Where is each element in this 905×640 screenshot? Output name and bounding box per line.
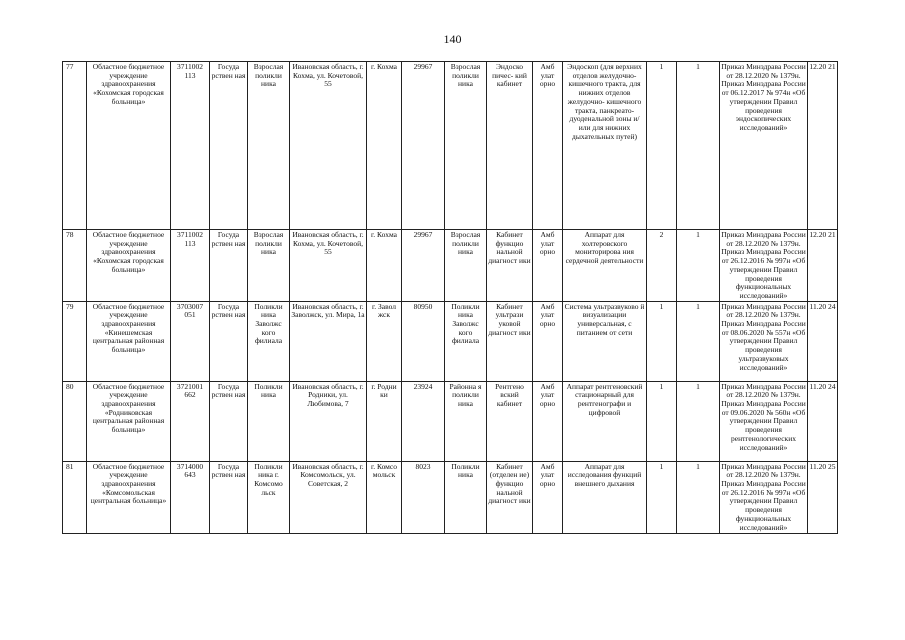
equipment-table (62, 61, 838, 534)
basis-cell: Приказ Минздрава России от 28.12.2020 № 1379н. Приказ Минздрава России от 06.12.2017 № 974н «Об утверждении Правил проведения эндоскопических исследований» (720, 62, 808, 230)
index-cell: 80950 (402, 301, 445, 381)
department-cell: Взрослая поликли ника (248, 230, 290, 302)
equipment-cell: Аппарат рентгеновский стационарный для рентгенографи и цифровой (563, 381, 647, 461)
care-type-cell: Амб улат орно (533, 301, 563, 381)
care-type-cell: Амб улат орно (533, 461, 563, 533)
code-cell: 3711002 113 (171, 230, 210, 302)
row-number: 79 (63, 301, 87, 381)
ownership-cell: Госуда рствен ная (210, 461, 248, 533)
table-row (63, 381, 838, 461)
city-cell: г. Кохма (367, 230, 402, 302)
unit-cell: Районна я поликли ника (445, 381, 487, 461)
quantity-cell: 1 (677, 461, 720, 533)
quantity-cell: 1 (677, 381, 720, 461)
code-cell: 3714000 643 (171, 461, 210, 533)
basis-cell: Приказ Минздрава России от 28.12.2020 № 1379н. Приказ Минздрава России от 08.06.2020 № 557н «Об утверждении Правил проведения ультразвуковых исследований» (720, 301, 808, 381)
department-cell: Поликли ника (248, 381, 290, 461)
code-cell: 3721001 662 (171, 381, 210, 461)
row-number: 77 (63, 62, 87, 230)
row-number: 80 (63, 381, 87, 461)
quantity-cell: 1 (677, 301, 720, 381)
care-type-cell: Амб улат орно (533, 230, 563, 302)
address-cell: Ивановская область, г. Комсомольск, ул. Советская, 2 (290, 461, 367, 533)
organization-cell: Областное бюджетное учреждение здравоохранения «Кохомская городская больница» (87, 62, 171, 230)
row-number: 81 (63, 461, 87, 533)
department-cell: Поликли ника Заволжс кого филиала (248, 301, 290, 381)
date-cell: 11.20 25 (808, 461, 838, 533)
index-cell: 23924 (402, 381, 445, 461)
quantity-cell: 2 (647, 230, 677, 302)
basis-cell: Приказ Минздрава России от 28.12.2020 № 1379н. Приказ Минздрава России от 09.06.2020 № 560н «Об утверждении Правил проведения рентгенологических исследований» (720, 381, 808, 461)
quantity-cell: 1 (677, 230, 720, 302)
unit-cell: Поликли ника (445, 461, 487, 533)
department-cell: Поликли ника г. Комсомо льск (248, 461, 290, 533)
equipment-cell: Аппарат для исследования функций внешнего дыхания (563, 461, 647, 533)
date-cell: 11.20 24 (808, 301, 838, 381)
quantity-cell: 1 (677, 62, 720, 230)
table-row (63, 62, 838, 230)
index-cell: 29967 (402, 230, 445, 302)
quantity-cell: 1 (647, 301, 677, 381)
unit-cell: Взрослая поликли ника (445, 230, 487, 302)
date-cell: 12.20 21 (808, 62, 838, 230)
address-cell: Ивановская область, г. Заволжск, ул. Мира, 1а (290, 301, 367, 381)
organization-cell: Областное бюджетное учреждение здравоохранения «Кинешемская центральная районная больница» (87, 301, 171, 381)
equipment-cell: Аппарат для холтеровского мониторирова ния сердечной деятельности (563, 230, 647, 302)
ownership-cell: Госуда рствен ная (210, 301, 248, 381)
date-cell: 12.20 21 (808, 230, 838, 302)
code-cell: 3711002 113 (171, 62, 210, 230)
code-cell: 3703007 051 (171, 301, 210, 381)
address-cell: Ивановская область, г. Родники, ул. Любимова, 7 (290, 381, 367, 461)
address-cell: Ивановская область, г. Кохма, ул. Кочетовой, 55 (290, 230, 367, 302)
care-type-cell: Амб улат орно (533, 381, 563, 461)
cabinet-cell: Кабинет ультрази уковой диагност ики (487, 301, 533, 381)
equipment-cell: Система ультразвуково й визуализации универсальная, с питанием от сети (563, 301, 647, 381)
basis-cell: Приказ Минздрава России от 28.12.2020 № 1379н. Приказ Минздрава России от 26.12.2016 № 997н «Об утверждении Правил проведения функциональных исследований» (721, 230, 806, 300)
ownership-cell: Госуда рствен ная (210, 62, 248, 230)
equipment-cell: Эндоскоп (для верхних отделов желудочно- кишечного тракта, для нижних отделов желудочно- кишечного тракта, панкреато- дуоденальной зоны и/или для нижних дыхательных путей) (563, 62, 647, 230)
organization-cell: Областное бюджетное учреждение здравоохранения «Комсомольская центральная больница» (87, 461, 171, 533)
city-cell: г. Кохма (367, 62, 402, 230)
address-cell: Ивановская область, г. Кохма, ул. Кочетовой, 55 (290, 62, 367, 230)
quantity-cell: 1 (647, 461, 677, 533)
date-cell: 11.20 24 (808, 381, 838, 461)
quantity-cell: 1 (647, 62, 677, 230)
cabinet-cell: Эндоско пичес- кий кабинет (487, 62, 533, 230)
ownership-cell: Госуда рствен ная (210, 381, 248, 461)
unit-cell: Поликли ника Заволжс кого филиала (445, 301, 487, 381)
row-number: 78 (63, 230, 87, 302)
page-number: 140 (443, 32, 462, 46)
cabinet-cell: Кабинет (отделен ие) функцио нальной диагност ики (487, 461, 533, 533)
cabinet-cell: Рентгено вский кабинет (487, 381, 533, 461)
index-cell: 8023 (402, 461, 445, 533)
cabinet-cell: Кабинет функцио нальной диагност ики (487, 230, 533, 302)
unit-cell: Взрослая поликли ника (445, 62, 487, 230)
organization-cell: Областное бюджетное учреждение здравоохранения «Родниковская центральная районная больница» (87, 381, 171, 461)
city-cell: г. Родни ки (367, 381, 402, 461)
quantity-cell: 1 (647, 381, 677, 461)
basis-cell: Приказ Минздрава России от 28.12.2020 № 1379н. Приказ Минздрава России от 26.12.2016 № 997н «Об утверждении Правил проведения функциональных исследований» (721, 461, 806, 532)
ownership-cell: Госуда рствен ная (210, 230, 248, 302)
care-type-cell: Амб улат орно (533, 62, 563, 230)
table-row (63, 301, 838, 381)
table-row (63, 230, 838, 302)
city-cell: г. Завол жск (367, 301, 402, 381)
organization-cell: Областное бюджетное учреждение здравоохранения «Кохомская городская больница» (87, 230, 171, 302)
index-cell: 29967 (402, 62, 445, 230)
department-cell: Взрослая поликли ника (248, 62, 290, 230)
city-cell: г. Комсо мольск (367, 461, 402, 533)
table-row (63, 461, 838, 533)
